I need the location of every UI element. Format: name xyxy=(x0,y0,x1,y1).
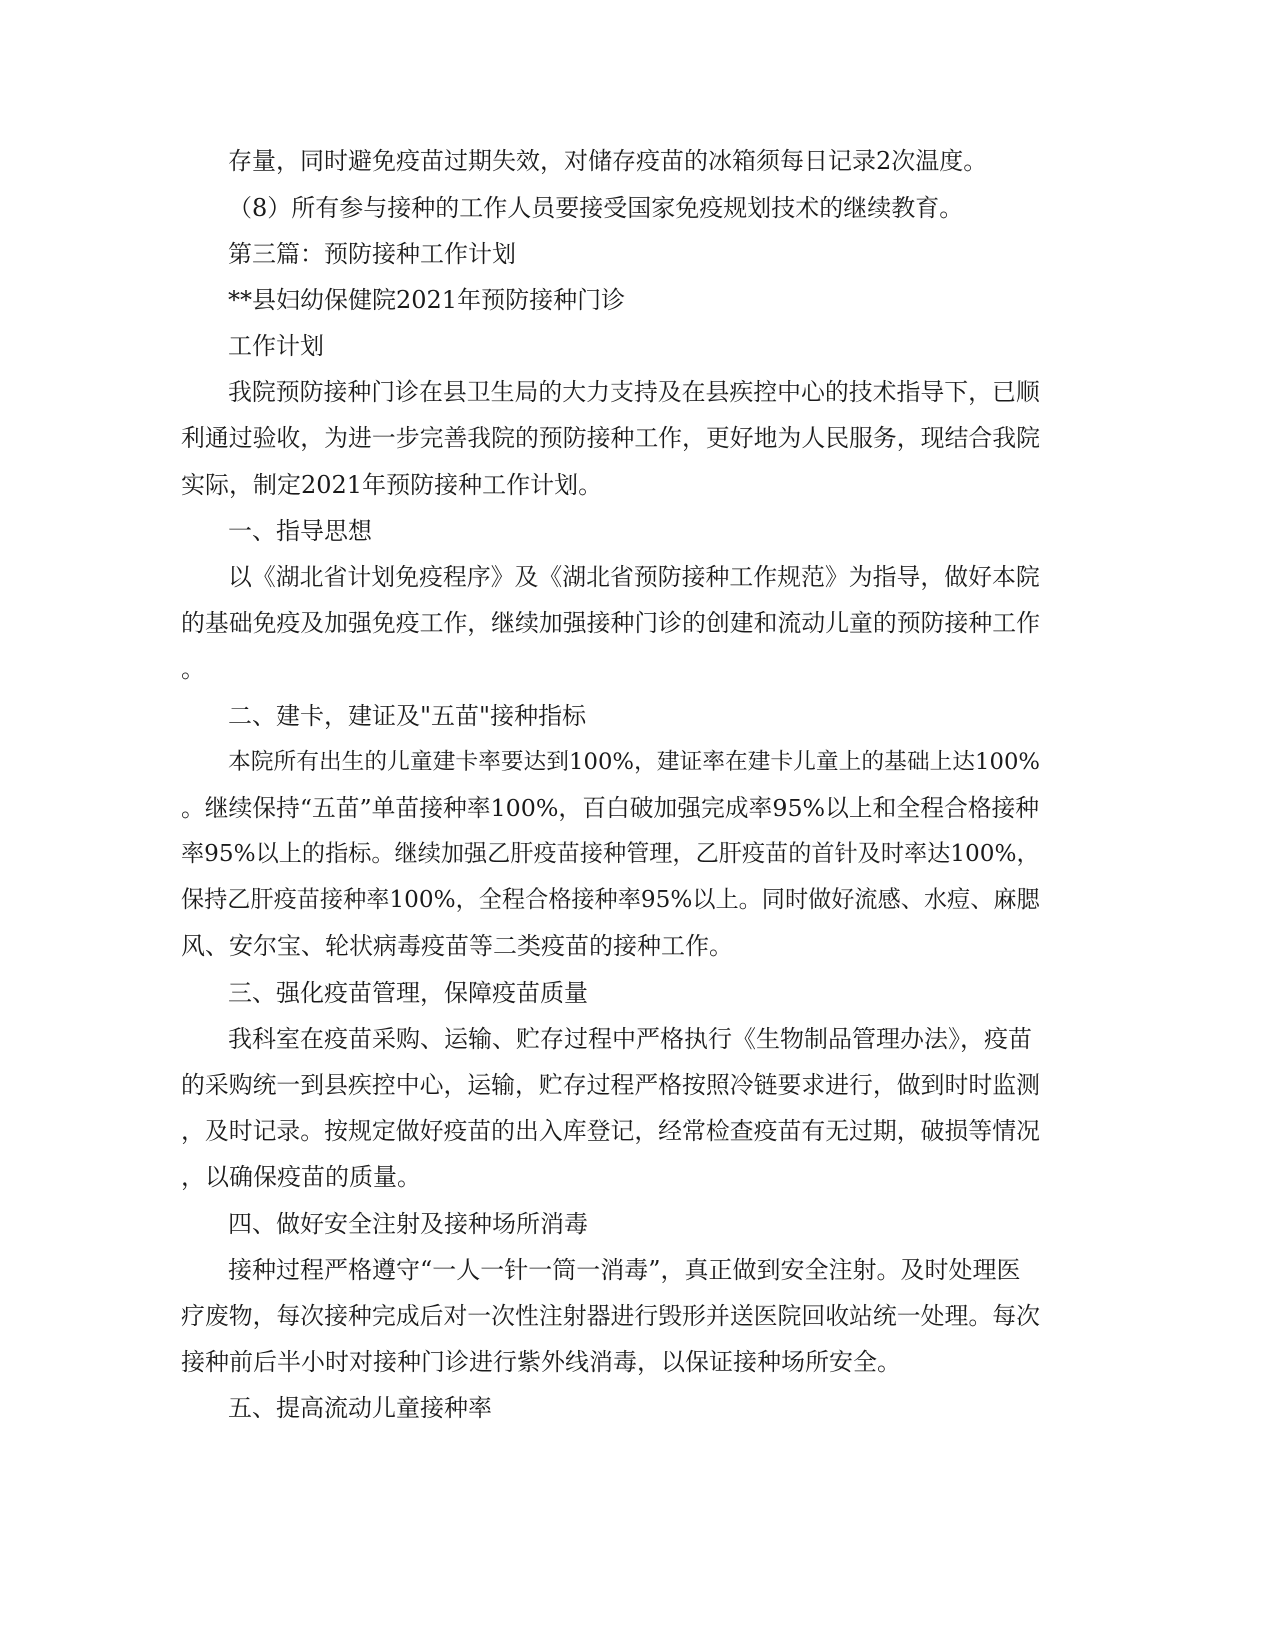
text-line: 风、安尔宝、轮状病毒疫苗等二类疫苗的接种工作。 xyxy=(181,932,733,960)
document-title: **县妇幼保健院2021年预防接种门诊 xyxy=(228,286,626,314)
text-line: 我科室在疫苗采购、运输、贮存过程中严格执行《生物制品管理办法》，疫苗 xyxy=(228,1025,1032,1053)
text-line: 。继续保持“五苗”单苗接种率100%，百白破加强完成率95%以上和全程合格接种 xyxy=(181,794,1040,822)
section-heading: 五、提高流动儿童接种率 xyxy=(228,1394,492,1422)
text-line: 利通过验收，为进一步完善我院的预防接种工作，更好地为人民服务，现结合我院 xyxy=(181,424,1040,452)
text-line: ，以确保疫苗的质量。 xyxy=(181,1163,421,1191)
text-line: 实际，制定2021年预防接种工作计划。 xyxy=(181,471,603,499)
text-line: 我院预防接种门诊在县卫生局的大力支持及在县疾控中心的技术指导下，已顺 xyxy=(228,378,1040,406)
document-subtitle: 工作计划 xyxy=(228,332,324,360)
text-line: 的采购统一到县疾控中心，运输，贮存过程严格按照冷链要求进行，做到时时监测 xyxy=(181,1071,1040,1099)
section-heading: 一、指导思想 xyxy=(228,517,372,545)
section-heading: 二、建卡，建证及"五苗"接种指标 xyxy=(228,702,587,730)
section-heading: 四、做好安全注射及接种场所消毒 xyxy=(228,1210,588,1238)
section-heading: 三、强化疫苗管理，保障疫苗质量 xyxy=(228,979,588,1007)
section-heading: 第三篇：预防接种工作计划 xyxy=(228,240,516,268)
text-line: 保持乙肝疫苗接种率100%，全程合格接种率95%以上。同时做好流感、水痘、麻腮 xyxy=(181,887,1040,913)
text-line: 率95%以上的指标。继续加强乙肝疫苗接种管理，乙肝疫苗的首针及时率达100%， xyxy=(181,841,1040,867)
text-line: 本院所有出生的儿童建卡率要达到100%，建证率在建卡儿童上的基础上达100% xyxy=(228,749,1041,775)
text-line: 的基础免疫及加强免疫工作，继续加强接种门诊的创建和流动儿童的预防接种工作 xyxy=(181,609,1040,637)
text-line: 疗废物，每次接种完成后对一次性注射器进行毁形并送医院回收站统一处理。每次 xyxy=(181,1302,1040,1330)
text-line: 。 xyxy=(181,655,205,683)
text-line: 接种前后半小时对接种门诊进行紫外线消毒，以保证接种场所安全。 xyxy=(181,1348,901,1376)
text-line: 接种过程严格遵守“一人一针一筒一消毒”，真正做到安全注射。及时处理医 xyxy=(228,1256,1021,1284)
text-line: 以《湖北省计划免疫程序》及《湖北省预防接种工作规范》为指导，做好本院 xyxy=(228,563,1040,591)
text-line: ，及时记录。按规定做好疫苗的出入库登记，经常检查疫苗有无过期，破损等情况 xyxy=(181,1117,1040,1145)
text-line: 存量，同时避免疫苗过期失效，对储存疫苗的冰箱须每日记录2次温度。 xyxy=(228,147,988,175)
text-line: （8）所有参与接种的工作人员要接受国家免疫规划技术的继续教育。 xyxy=(228,194,964,222)
